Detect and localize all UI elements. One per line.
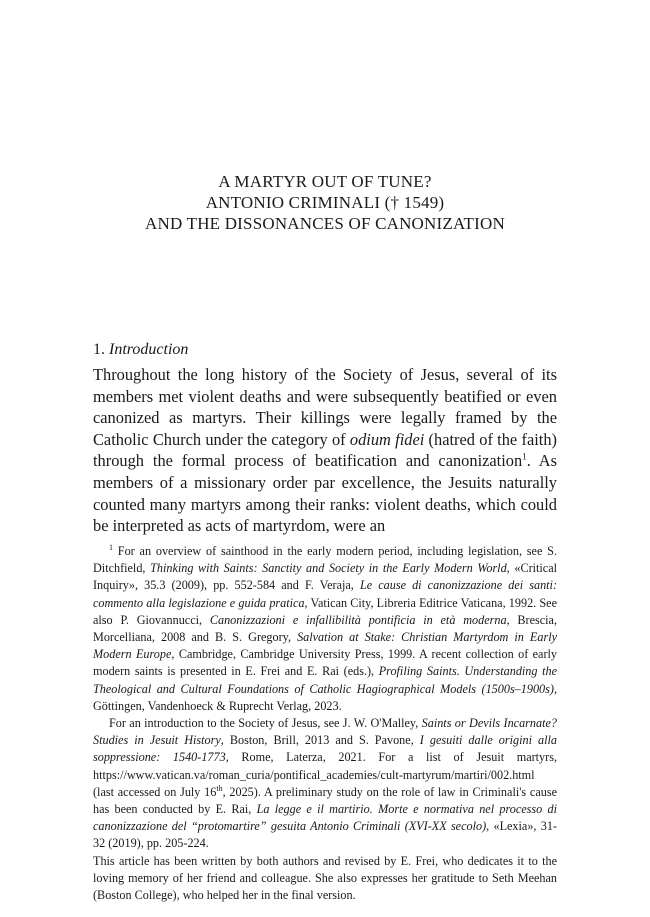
footnote-text: , «Critical Inquiry», 35.3 (2009), pp. 552-584 and F. Veraja,: [93, 561, 557, 593]
article-title: [0, 171, 650, 234]
footnote-text: , Göttingen, Vandenhoeck & Ruprecht Verlag, 2023.: [93, 681, 557, 713]
title-line-2: ANTONIO CRIMINALI († 1549): [205, 193, 445, 212]
section-heading: [93, 340, 188, 360]
footnote-italic: I gesuiti dalle origini alla soppressione: 1540-1773: [93, 733, 557, 765]
section-title: Introduction: [109, 341, 189, 358]
footnote-italic: Canonizzazioni e infallibilità pontificia in età moderna: [209, 612, 507, 627]
body-text-part: . As members of a missionary order par excellence, the Jesuits naturally counted many martyrs among their ranks: violent deaths, which could be interpreted as acts of martyrdom, were an: [93, 451, 558, 536]
body-text-part: Throughout the long history of the Society of Jesus, several of its members met violent deaths and were subsequently beatified or even canonized as martyrs. Their killings were legally framed by the Catholic Church under the category of: [93, 365, 557, 449]
footnote-superscript: th: [216, 783, 223, 793]
footnote-2: [93, 715, 557, 853]
body-italic-term: odium fidei: [349, 429, 425, 449]
body-paragraph: [93, 364, 557, 537]
footnote-text: , Vatican City, Libreria Editrice Vaticana, 1992. See also P. Giovannucci,: [93, 595, 557, 627]
title-line-3: AND THE DISSONANCES OF CANONIZATION: [145, 214, 505, 233]
footnote-text: , Cambridge, Cambridge University Press, 1999. A recent collection of early modern saints is presented in E. Frei and E. Rai (eds.),: [93, 647, 557, 679]
footnote-italic: Saints or Devils Incarnate? Studies in Jesuit History: [93, 716, 557, 748]
footnote-3: This article has been written by both authors and revised by E. Frei, who dedicates it to the loving memory of her friend and colleague. She also expresses her gratitude to Seth Meehan (Boston College), who helped her in the final version.: [93, 853, 557, 903]
footnote-reference[interactable]: 1: [522, 451, 527, 462]
body-text-part: (hatred of the faith) through the formal process of beatification and canonization: [93, 429, 557, 471]
footnote-italic: La legge e il martirio. Morte e normativa nel processo di canonizzazione del “protomartire” gesuita Antonio Criminali (XVI-XX secolo): [93, 802, 557, 834]
footnote-text: , Rome, Laterza, 2021. For a list of Jesuit martyrs, https://www.vatican.va/roman_curia/pontifical_academies/cult-martyrum/martiri/002.html (last accessed on July 16: [93, 750, 558, 799]
footnote-italic: Salvation at Stake: Christian Martyrdom in Early Modern Europe: [93, 630, 557, 662]
title-line-1: A MARTYR OUT OF TUNE?: [218, 172, 432, 191]
footnote-italic: Thinking with Saints: Sanctity and Society in the Early Modern World: [150, 561, 507, 576]
footnotes: [93, 543, 557, 904]
footnote-text: , «Lexia», 31-32 (2019), pp. 205-224.: [93, 819, 557, 851]
footnote-text: For an introduction to the Society of Jesus, see J. W. O'Malley,: [109, 716, 422, 731]
footnote-1: [93, 543, 557, 715]
footnote-text: For an overview of sainthood in the early modern period, including legislation, see S. Ditchfield,: [93, 544, 557, 576]
footnote-italic: Profiling Saints. Understanding the Theological and Cultural Foundations of Catholic Hagiographical Models (1500s–1900s): [93, 664, 557, 696]
footnote-text: , Boston, Brill, 2013 and S. Pavone,: [220, 733, 420, 748]
footnote-italic: Le cause di canonizzazione dei santi: commento alla legislazione e guida pratica: [93, 578, 558, 610]
footnote-mark: 1: [109, 542, 113, 552]
footnote-text: , Brescia, Morcelliana, 2008 and B. S. Gregory,: [93, 612, 558, 645]
footnote-text: , 2025). A preliminary study on the role of law in Criminali's cause has been conducted by E. Rai,: [93, 784, 557, 817]
section-number: 1.: [93, 341, 105, 358]
